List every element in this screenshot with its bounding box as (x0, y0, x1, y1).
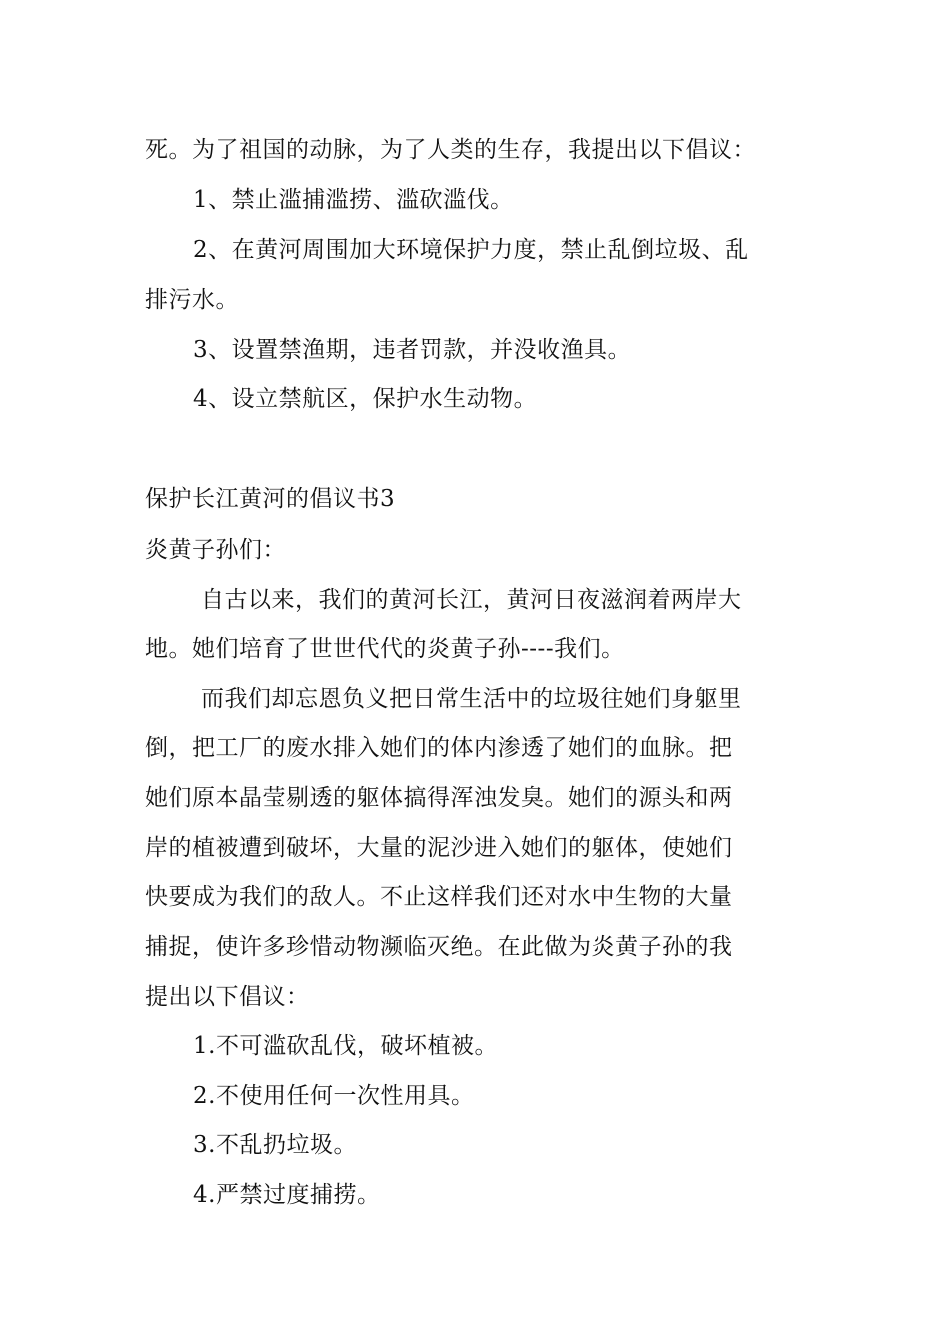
proposal-item-2-continued: 排污水。 (145, 287, 239, 313)
salutation: 炎黄子孙们： (145, 537, 286, 563)
proposal-item-2: 2、在黄河周围加大环境保护力度，禁止乱倒垃圾、乱 (193, 237, 749, 263)
paragraph-line: 自古以来，我们的黄河长江，黄河日夜滋润着两岸大 (201, 587, 742, 613)
proposal-item-1: 1、禁止滥捕滥捞、滥砍滥伐。 (193, 187, 514, 213)
paragraph-line: 倒，把工厂的废水排入她们的体内渗透了她们的血脉。把 (145, 735, 733, 761)
proposal-item-2: 2.不使用任何一次性用具。 (193, 1083, 475, 1109)
proposal-item-4: 4、设立禁航区，保护水生动物。 (193, 386, 538, 412)
proposal-item-3: 3、设置禁渔期，违者罚款，并没收渔具。 (193, 337, 632, 363)
section-title: 保护长江黄河的倡议书3 (145, 486, 396, 512)
paragraph-line: 死。为了祖国的动脉，为了人类的生存，我提出以下倡议： (145, 137, 756, 163)
paragraph-line: 快要成为我们的敌人。不止这样我们还对水中生物的大量 (145, 884, 733, 910)
proposal-item-3: 3.不乱扔垃圾。 (193, 1132, 357, 1158)
paragraph-line: 岸的植被遭到破坏，大量的泥沙进入她们的躯体，使她们 (145, 835, 733, 861)
paragraph-line: 而我们却忘恩负义把日常生活中的垃圾往她们身躯里 (201, 686, 742, 712)
paragraph-line: 捕捉，使许多珍惜动物濒临灭绝。在此做为炎黄子孙的我 (145, 934, 733, 960)
paragraph-line: 她们原本晶莹剔透的躯体搞得浑浊发臭。她们的源头和两 (145, 785, 733, 811)
proposal-item-4: 4.严禁过度捕捞。 (193, 1182, 381, 1208)
paragraph-line: 提出以下倡议： (145, 984, 310, 1010)
paragraph-line: 地。她们培育了世世代代的炎黄子孙----我们。 (145, 636, 625, 662)
proposal-item-1: 1.不可滥砍乱伐，破坏植被。 (193, 1033, 498, 1059)
